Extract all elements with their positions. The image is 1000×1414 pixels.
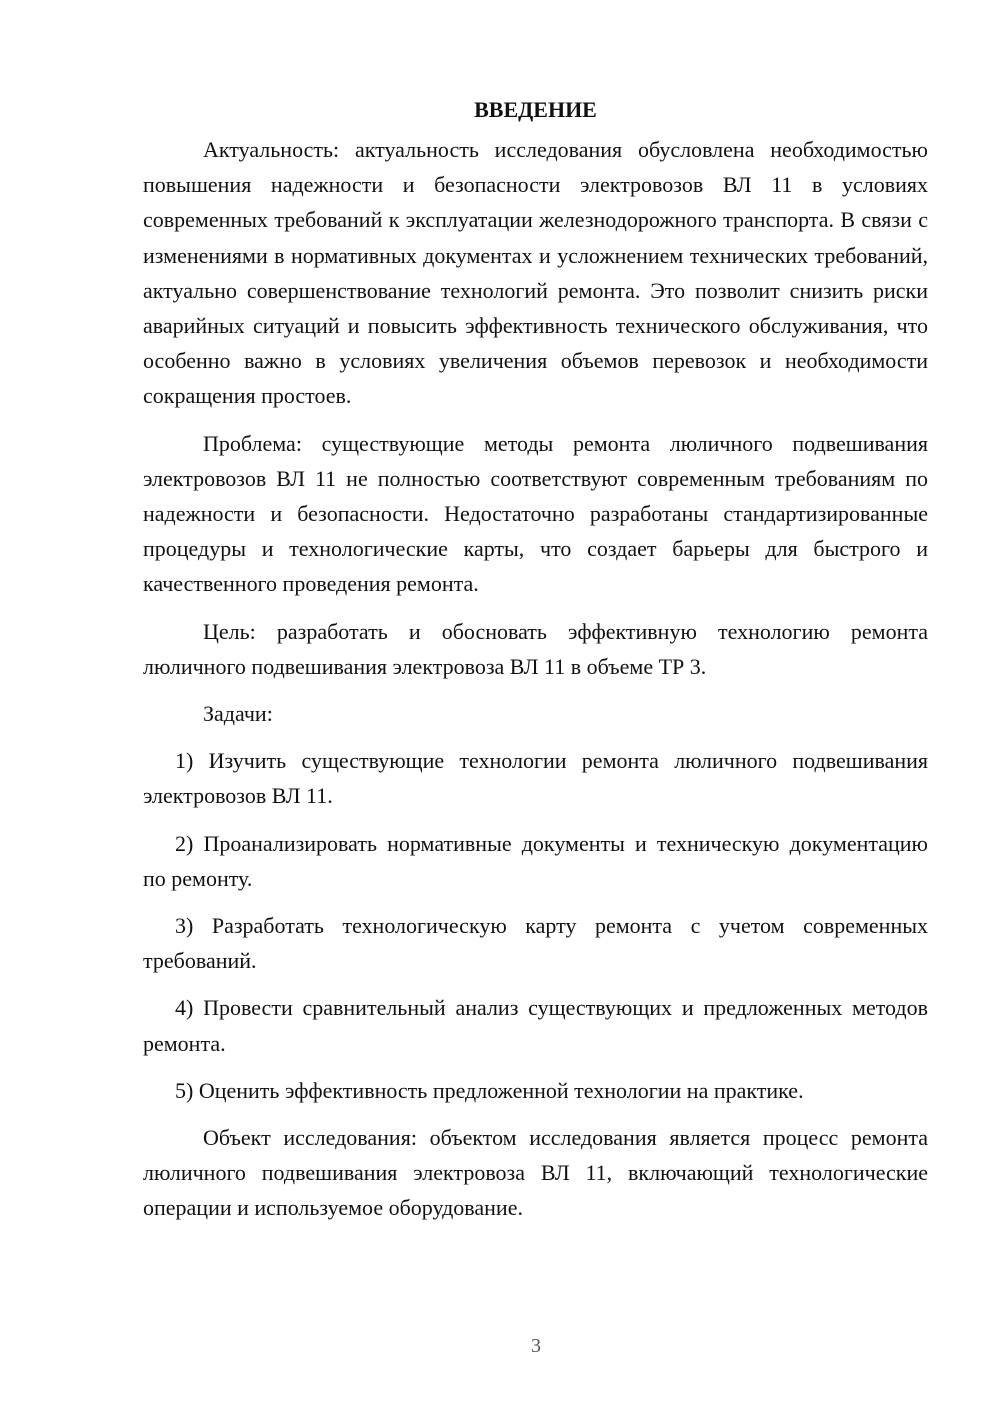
goal-paragraph: Цель: разработать и обосновать эффективную технологию ремонта люличного подвешивания электровоза ВЛ 11 в объеме ТР 3. [143, 618, 928, 679]
section-title: ВВЕДЕНИЕ [474, 97, 597, 122]
task-item-2: 2) Проанализировать нормативные документы и техническую документацию по ремонту. [143, 830, 928, 891]
relevance-paragraph: Актуальность: актуальность исследования обусловлена необходимостью повышения надежности и безопасности электровозов ВЛ 11 в условиях современных требований к эксплуатации железнодорожного транспорта. В связи с изменениями в нормативных документах и усложнением технических требований, актуально совершенствование технологий ремонта. Это позволит снизить риски аварийных ситуаций и повысить эффективность технического обслуживания, что особенно важно в условиях увеличения объемов перевозок и необходимости сокращения простоев. [143, 137, 928, 409]
task-item-1: 1) Изучить существующие технологии ремонта люличного подвешивания электровозов ВЛ 11. [143, 748, 928, 809]
problem-paragraph: Проблема: существующие методы ремонта люличного подвешивания электровозов ВЛ 11 не полностью соответствуют современным требованиям по надежности и безопасности. Недостаточно разработаны стандартизированные процедуры и технологические карты, что создает барьеры для быстрого и качественного проведения ремонта. [143, 430, 928, 597]
task-item-3: 3) Разработать технологическую карту ремонта с учетом современных требований. [143, 913, 928, 974]
task-item-5: 5) Оценить эффективность предложенной технологии на практике. [175, 1077, 804, 1103]
page-number: 3 [531, 1335, 541, 1357]
task-item-4: 4) Провести сравнительный анализ существующих и предложенных методов ремонта. [143, 995, 928, 1056]
tasks-heading: Задачи: [203, 701, 273, 727]
document-body [143, 92, 928, 1238]
object-paragraph: Объект исследования: объектом исследования является процесс ремонта люличного подвешивания электровоза ВЛ 11, включающий технологические операции и используемое оборудование. [143, 1125, 928, 1221]
